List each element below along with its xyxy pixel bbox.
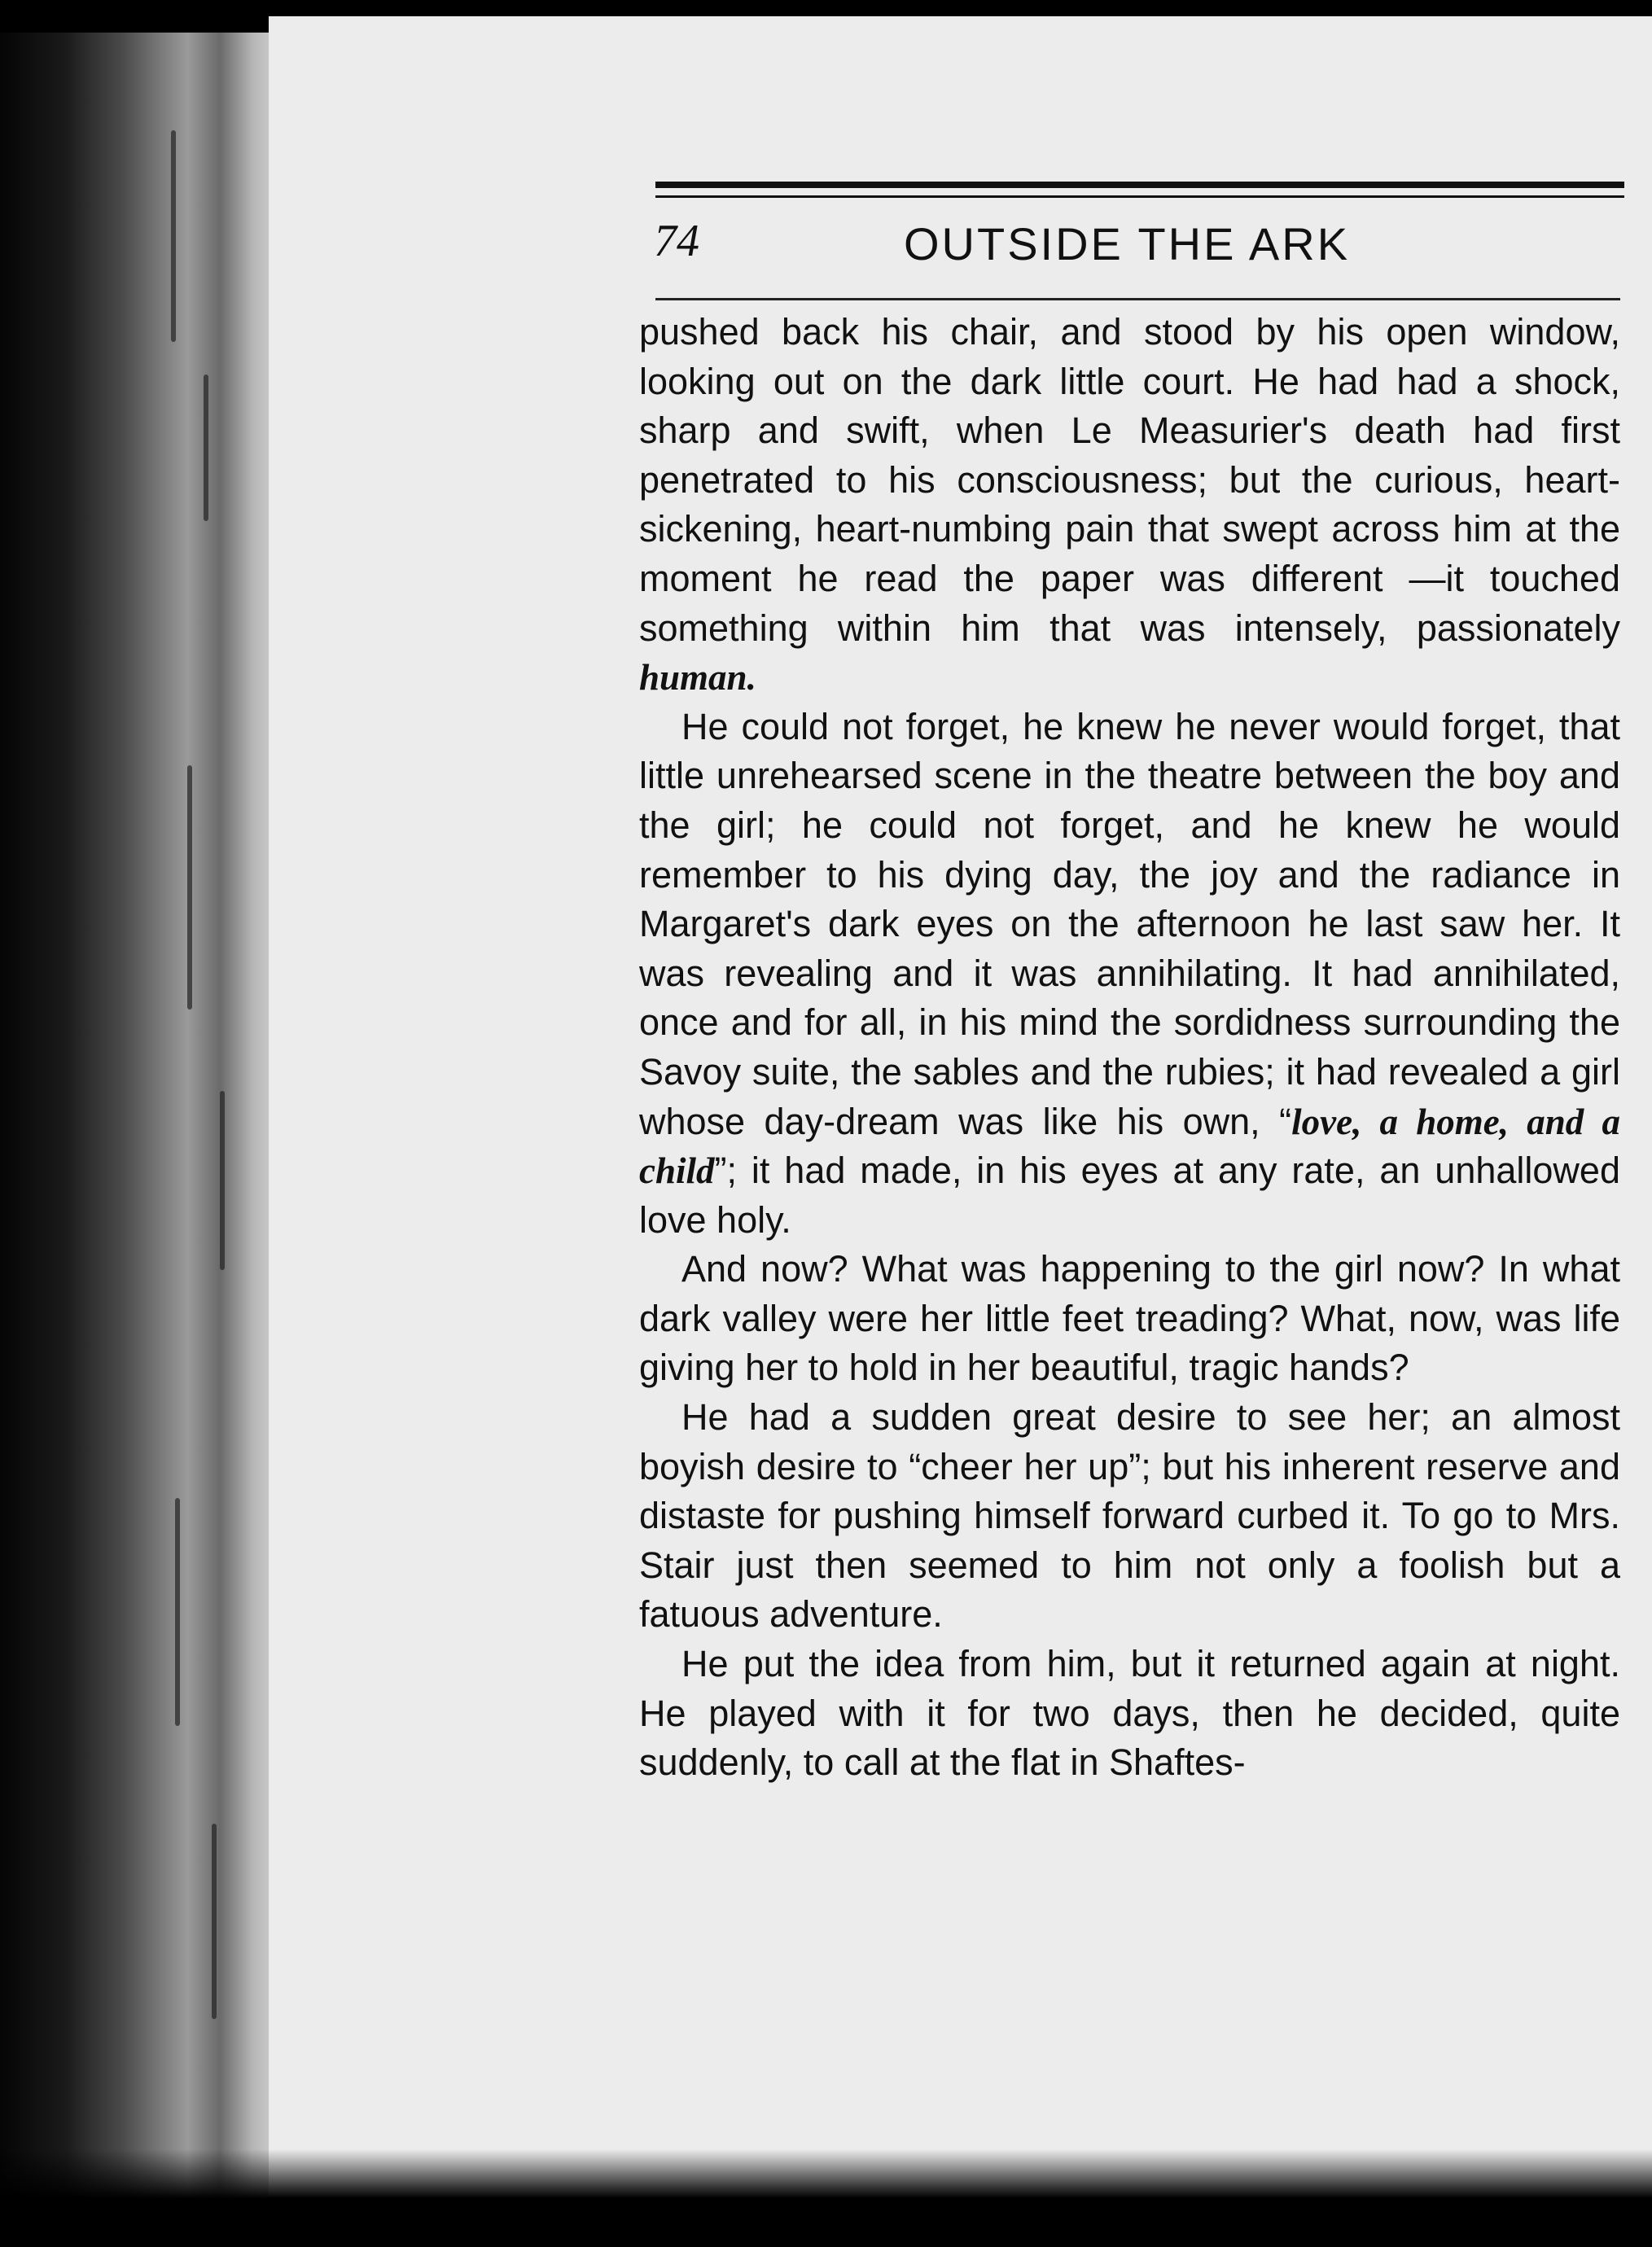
page-number: 74: [654, 216, 699, 266]
italic-text: love, a home, and a child: [639, 1101, 1620, 1192]
text-segment: pushed back his chair, and stood by his open window, looking out on the dark little court. He had had a shock, sharp and swift, when Le Measurier's death had first penetrated to his consciousness; but the curious, heart-sickening, heart-numbing pain that swept across him at the moment he read the paper was different —it touched something within him that was intensely, passionately: [639, 311, 1620, 649]
body-text: [639, 308, 1620, 1788]
header-thin-rule: [655, 195, 1624, 198]
paragraph: [639, 1393, 1620, 1640]
paragraph: [639, 703, 1620, 1246]
paragraph: [639, 308, 1620, 703]
text-segment: He put the idea from him, but it returned again at night. He played with it for two days, then he decided, quite suddenly, to call at the flat in Shaftes-: [639, 1643, 1620, 1784]
italic-text: human.: [639, 657, 756, 699]
running-head: OUTSIDE THE ARK: [904, 218, 1351, 269]
binding-fiber: [187, 765, 192, 1010]
header-double-rule: [655, 182, 1624, 188]
book-binding-gutter: [0, 33, 309, 2231]
text-segment: He could not forget, he knew he never would forget, that little unrehearsed scene in the theatre between the boy and the girl; he could not forget, and he knew he would remember to his dying day, the joy and the radiance in Margaret's dark eyes on the afternoon he last saw her. It was revealing and it was annihilating. It had annihilated, once and for all, in his mind the sordidness surrounding the Savoy suite, the sables and the rubies; it had revealed a girl whose day-dream was like his own, “: [639, 705, 1620, 1142]
page-bottom-shadow: [0, 2149, 1652, 2247]
paragraph: [639, 1245, 1620, 1393]
text-segment: ”; it had made, in his eyes at any rate, an unhallowed love holy.: [639, 1150, 1620, 1241]
paragraph: [639, 1640, 1620, 1788]
binding-fiber: [220, 1091, 225, 1270]
binding-fiber: [204, 374, 208, 521]
binding-fiber: [171, 130, 176, 342]
text-segment: He had a sudden great desire to see her; an almost boyish desire to “cheer her up”; but his inherent reserve and distaste for pushing himself forward curbed it. To go to Mrs. Stair just then seemed to him not only a foolish but a fatuous adventure.: [639, 1396, 1620, 1636]
binding-fiber: [212, 1824, 217, 2019]
header-underline: [655, 298, 1620, 300]
binding-fiber: [175, 1498, 180, 1726]
text-segment: And now? What was happening to the girl now? In what dark valley were her little feet treading? What, now, was life giving her to hold in her beautiful, tragic hands?: [639, 1248, 1620, 1389]
